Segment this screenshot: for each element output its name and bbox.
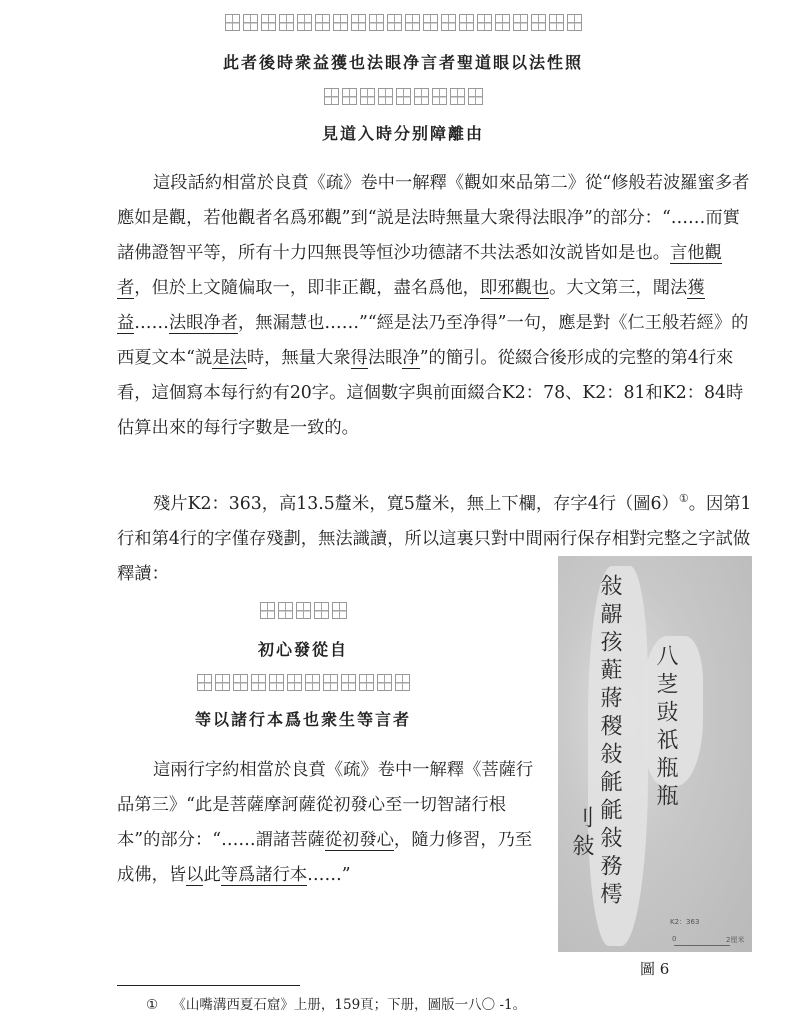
- tangut-glyph: [513, 14, 528, 31]
- text-run: ，隨力修習，乃至成佛，皆: [117, 830, 533, 885]
- tangut-glyph: [396, 88, 411, 105]
- text-run: ……”: [307, 865, 351, 885]
- tangut-glyph: [332, 602, 347, 619]
- paragraph-3-text: [117, 753, 545, 893]
- tangut-glyph: [450, 88, 465, 105]
- manuscript-column-3: 刂敍: [569, 806, 594, 862]
- text-run: 法眼: [367, 348, 403, 368]
- tangut-glyph: [225, 14, 240, 31]
- tangut-glyph: [233, 674, 248, 691]
- tangut-glyph: [567, 14, 582, 31]
- tangut-glyph: [215, 674, 230, 691]
- underlined-phrase: 言他觀者: [117, 243, 722, 298]
- paragraph-2-continuation: 。因第1行和第4行的字僅存殘劃，無法識讀，所以這裏只對中間兩行保存相對完整之字試做釋讀：: [117, 493, 752, 584]
- tangut-glyph: [441, 14, 456, 31]
- scale-end-label: 2厘米: [726, 936, 745, 944]
- underlined-phrase: 即邪觀也: [479, 278, 550, 298]
- tangut-glyph: [260, 602, 275, 619]
- tangut-glyph: [395, 674, 410, 691]
- tangut-glyph: [549, 14, 564, 31]
- scale-start-label: 0: [672, 935, 677, 943]
- underlined-phrase: 等爲諸行本: [220, 865, 308, 885]
- text-run: 時，無量大衆: [246, 348, 351, 368]
- tangut-glyph: [296, 602, 311, 619]
- tangut-glyph: [414, 88, 429, 105]
- tangut-line-1: [0, 14, 806, 31]
- tangut-glyph: [297, 14, 312, 31]
- paragraph-2-main-text: 殘片K2：363，高13.5釐米，寬5釐米，無上下欄，存字4行（圖6）: [153, 493, 679, 514]
- tangut-glyph: [378, 88, 393, 105]
- tangut-glyph: [495, 14, 510, 31]
- tangut-glyph: [314, 602, 329, 619]
- tangut-glyph: [423, 14, 438, 31]
- footnote-rule: [117, 985, 300, 986]
- text-run: ，無漏慧也……”“經是法乃至净得”一句，應是對《仁王般若經》的西夏文本“説: [117, 313, 749, 368]
- tangut-glyph: [377, 674, 392, 691]
- tangut-glyph: [251, 674, 266, 691]
- underlined-phrase: 净: [402, 348, 420, 368]
- tangut-glyph: [369, 14, 384, 31]
- body-paragraph-3: [117, 753, 545, 893]
- tangut-glyph: [333, 14, 348, 31]
- chinese-gloss-line-4: 等以諸行本爲也衆生等言者: [194, 710, 411, 729]
- tangut-glyph: [279, 14, 294, 31]
- figure-caption: 圖 6: [640, 960, 670, 978]
- tangut-glyph: [531, 14, 546, 31]
- underlined-phrase: 以: [186, 865, 204, 885]
- scale-bar: [674, 945, 730, 946]
- text-run: 。大文第三，聞法: [549, 278, 688, 298]
- tangut-glyph: [197, 674, 212, 691]
- tangut-glyph: [341, 674, 356, 691]
- underlined-phrase: 法眼净者: [168, 313, 238, 333]
- tangut-glyph: [269, 674, 284, 691]
- text-run: ……: [134, 313, 169, 333]
- text-run: ”的簡引。從綴合後形成的完整的第4行來看，這個寫本每行約有20字。這個數字與前面綴合K2：78、K2：81和K2：84時估算出來的每行字數是一致的。: [117, 348, 744, 438]
- tangut-glyph: [323, 674, 338, 691]
- tangut-glyph: [459, 14, 474, 31]
- body-paragraph-1: [117, 166, 755, 446]
- footnote: [146, 993, 526, 1013]
- footnote-marker: ①: [146, 997, 159, 1013]
- chinese-gloss-line-2: 見道入時分别障離由: [321, 124, 484, 143]
- manuscript-column-1: 敍髜孩蘣蔣稯敍毹毹敍務樗: [597, 574, 622, 910]
- footnote-reference[interactable]: ①: [678, 492, 689, 505]
- tangut-glyph: [287, 674, 302, 691]
- underlined-phrase: 獲益: [117, 278, 705, 333]
- tangut-glyph: [351, 14, 366, 31]
- chinese-gloss-line-1: 此者後時衆益獲也法眼净言者聖道眼以法性照: [222, 53, 583, 72]
- tangut-glyph: [278, 602, 293, 619]
- underlined-phrase: 得: [350, 348, 368, 368]
- tangut-glyph: [468, 88, 483, 105]
- manuscript-column-2: 八䒦䜴祇瓶瓶: [653, 644, 678, 812]
- chinese-gloss-line-3: 初心發從自: [257, 640, 348, 659]
- tangut-glyph: [477, 14, 492, 31]
- tangut-glyph: [360, 88, 375, 105]
- tangut-glyph: [432, 88, 447, 105]
- manuscript-photo: [558, 556, 752, 952]
- tangut-glyph: [359, 674, 374, 691]
- text-run: 此: [203, 865, 221, 885]
- text-run: 這兩行字約相當於良賁《疏》卷中一解釋《菩薩行品第三》“此是菩薩摩訶薩從初發心至一切智諸行根本”的部分：“……謂諸菩薩: [117, 760, 534, 850]
- footnote-text: 《山嘴溝西夏石窟》上册，159頁；下册，圖版一八〇 -1。: [172, 997, 527, 1013]
- underlined-phrase: 從初發心: [324, 830, 394, 850]
- tangut-glyph: [315, 14, 330, 31]
- tangut-glyph: [261, 14, 276, 31]
- tangut-glyph: [305, 674, 320, 691]
- text-run: 這段話約相當於良賁《疏》卷中一解釋《觀如來品第二》從“修般若波羅蜜多者應如是觀，若他觀者名爲邪觀”到“説是法時無量大衆得法眼净”的部分：“……而實諸佛證智平等，所有十力四無畏等恒沙功德諸不共法悉如汝説皆如是也。: [117, 173, 750, 263]
- underlined-phrase: 是法: [212, 348, 247, 368]
- tangut-glyph: [324, 88, 339, 105]
- tangut-line-2: [0, 88, 806, 105]
- paragraph-1-text: [117, 166, 755, 446]
- tangut-glyph: [243, 14, 258, 31]
- tangut-glyph: [405, 14, 420, 31]
- text-run: ，但於上文隨偏取一，即非正觀，盡名爲他，: [134, 278, 480, 298]
- specimen-label: K2：363: [670, 918, 700, 926]
- tangut-glyph: [342, 88, 357, 105]
- tangut-glyph: [387, 14, 402, 31]
